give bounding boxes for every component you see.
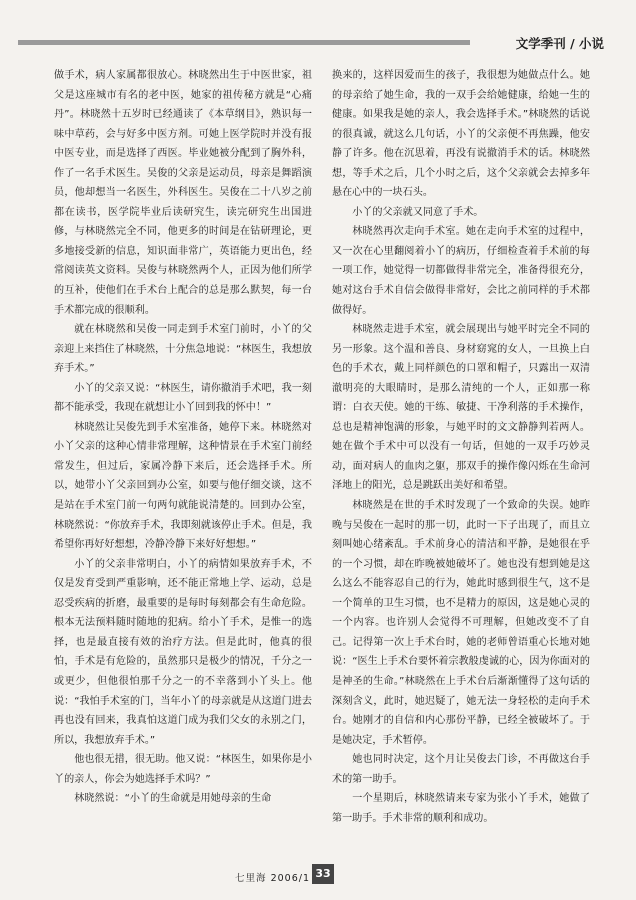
paragraph: 林晓然让吴俊先到手术室准备，她停下来。林晓然对小丫父亲的这种心情非常理解，这种情景在手术室门前经常发生，但过后，家属冷静下来后，还会选择手术。所以，她带小丫父亲回到办公室，如要与他仔细交谈，这不是站在手术室门前一句两句就能说清楚的。回到办公室，林晓然说：“你放弃手术，我即刻就该停止手术。但是，我希望你再好好想想，冷静冷静下来好好想想。” <box>54 421 312 551</box>
paragraph: 林晓然是在世的手术时发现了一个致命的失误。她昨晚与吴俊在一起时的那一切，此时一下子出现了，而且立刻叫她心绪紊乱。手术前身心的清洁和平静，是她很在乎的一个习惯，却在昨晚被她破坏了。她也没有想到她是这么这么不能容忍自己的行为，她此时感到很生气，这不是一个简单的卫生习惯，也不是精力的原因，这是她心灵的一个内容。也许别人会觉得不可理解，但她改变不了自己。记得第一次上手术台时，她的老师曾语重心长地对她说：“医生上手术台要怀着宗教般虔诚的心，因为你面对的是神圣的生命。”林晓然在上手术台后渐渐懂得了这句话的深刻含义，此时，她迟疑了，她无法一身轻松的走向手术台。她刚才的自信和内心那份平静，已经全被破坏了。于是她决定，手术暂停。 <box>332 500 590 746</box>
paragraph: 做手术，病人家属都很放心。林晓然出生于中医世家，祖父是这座城市有名的老中医，她家的祖传秘方就是“心痛丹”。林晓然十五岁时已经通读了《本草纲目》，熟识每一味中草药，会与好多中医方剂。可她上医学院时并没有报中医专业，而是选择了西医。毕业她被分配到了胸外科，作了一名手术医生。吴俊的父亲是运动员，母亲是舞蹈演员，他却想当一名医生，外科医生。吴俊在二十八岁之前都在读书，医学院毕业后读研究生，读完研究生出国进修，与林晓然完全不同，他更多的时间是在钻研理论，更多地接受新的信息，知识面非常广，英语能力更出色，经常阅读英文资料。吴俊与林晓然两个人，正因为他们所学的互补，使他们在手术台上配合的总是那么默契，每一台手术都完成的很顺利。 <box>54 70 312 316</box>
paragraph: 林晓然说：“小丫的生命就是用她母亲的生命 <box>74 793 272 805</box>
paragraph: 一个星期后，林晓然请来专家为张小丫手术，她做了第一助手。手术非常的顺利和成功。 <box>332 793 590 824</box>
paragraph: 换来的，这样因爱而生的孩子，我很想为她做点什么。她的母亲给了她生命，我的一双手会给她健康，给她一生的健康。如果我是她的亲人，我会选择手术。”林晓然的话说的很真诚，就这么几句话，小丫的父亲便不再焦躁，他安静了许多。他在沉思着，再没有说撤消手术的话。林晓然想，等手术之后，几个小时之后，这个父亲就会去掉多年悬在心中的一块石头。 <box>332 70 590 199</box>
right-column <box>332 66 590 828</box>
paragraph: 就在林晓然和吴俊一同走到手术室门前时，小丫的父亲迎上来挡住了林晓然，十分焦急地说：“林医生，我想放弃手术。” <box>54 324 312 375</box>
paragraph: 林晓然再次走向手术室。她在走向手术室的过程中，又一次在心里翻阅着小丫的病历，仔细检查着手术前的每一项工作，她觉得一切都做得非常完全，准备得很充分，她对这台手术自信会做得非常好，会比之前同样的手术都做得好。 <box>332 226 590 316</box>
section-title: 文学季刊 / 小说 <box>515 36 604 51</box>
header-bar <box>18 34 618 51</box>
paragraph: 她也同时决定，这个月让吴俊去门诊，不再做这台手术的第一助手。 <box>332 754 590 785</box>
paragraph: 小丫的父亲就又同意了手术。 <box>352 206 484 218</box>
page-number: 33 <box>312 864 334 884</box>
magazine-issue: 七里海 2006/1 <box>235 873 310 884</box>
paragraph: 林晓然走进手术室，就会展现出与她平时完全不同的另一形象。这个温和善良、身材窈窕的女人，一旦换上白色的手术衣，戴上同样颜色的口罩和帽子，只露出一双清澈明亮的大眼睛时，是那么清纯的一个人，正如那一称谓：白衣天使。她的干练、敏捷、干净利落的手术操作，总也是精神饱满的形象，与她平时的文文静静判若两人。她在做个手术中可以没有一句话，但她的一双手巧妙灵动，面对病人的血肉之躯，那双手的操作像闪烁在生命河泽地上的阳光，总是跳跃出美好和希望。 <box>332 324 590 492</box>
paragraph: 他也很无措，很无助。他又说：“林医生，如果你是小丫的亲人，你会为她选择手术吗？” <box>54 754 312 785</box>
left-column <box>54 66 312 809</box>
paragraph: 小丫的父亲非常明白，小丫的病情如果放弃手术，不仅是发育受到严重影响，还不能正常地上学、运动，总是忍受疾病的折磨，最重要的是每时每刻都会有生命危险。根本无法预料随时随地的犯病。给小丫手术，是惟一的选择，也是最直接有效的治疗方法。但是此时，他真的很怕，手术是有危险的，虽然那只是极少的情况，千分之一或更少，但他很怕那千分之一的不幸落到小丫头上。他说：“我怕手术室的门，当年小丫的母亲就是从这道门进去再也没有回来，我真怕这道门成为我们父女的永别之门，所以，我想放弃手术。” <box>54 558 312 746</box>
paragraph: 小丫的父亲又说：“林医生，请你撤消手术吧，我一刻都不能承受，我现在就想让小丫回到我的怀中！” <box>54 382 312 414</box>
page-footer <box>0 864 636 886</box>
header-rule <box>18 40 470 45</box>
